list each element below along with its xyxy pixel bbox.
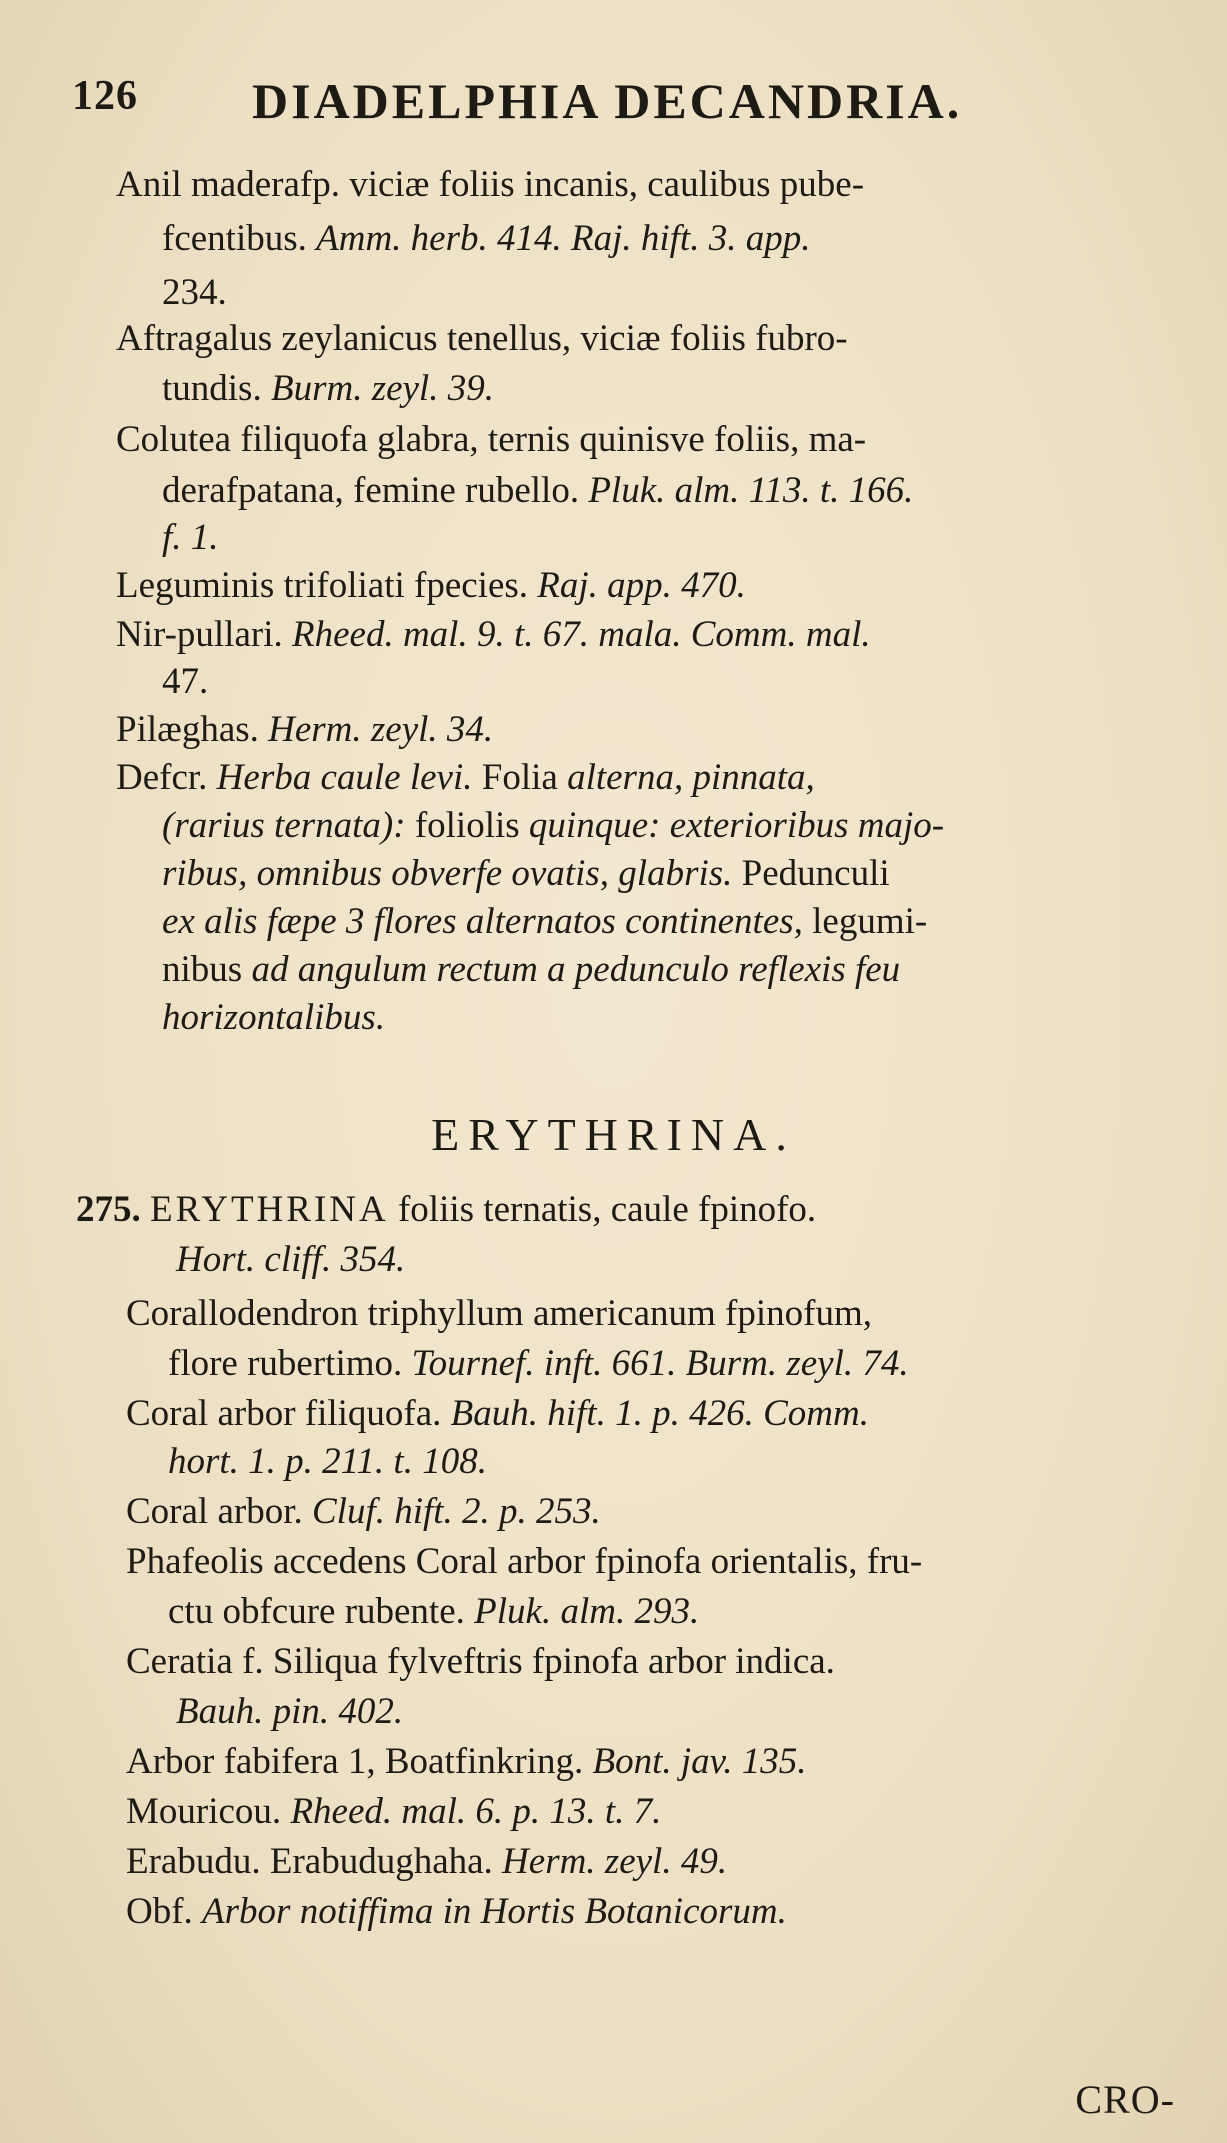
line-text: legumi-: [812, 901, 928, 942]
line-text: Coral arbor.: [126, 1491, 312, 1532]
line-text: Obf.: [126, 1891, 203, 1932]
line-text: flore rubertimo.: [168, 1343, 412, 1384]
text-line: [162, 852, 890, 896]
text-line: [116, 418, 866, 462]
line-text: Defcr.: [116, 757, 217, 798]
citation: Herm. zeyl. 49.: [502, 1841, 728, 1882]
text-line: [162, 900, 927, 944]
page-number: 126: [72, 73, 138, 119]
line-text: Corallodendron triphyllum americanum fpinofum,: [126, 1293, 872, 1334]
citation: Rheed. mal. 6. p. 13. t. 7.: [290, 1791, 662, 1832]
citation: hort. 1. p. 211. t. 108.: [168, 1441, 487, 1482]
line-text: 234.: [162, 272, 227, 313]
text-line: [162, 948, 900, 992]
text-line: [162, 271, 227, 315]
citation: Cluf. hift. 2. p. 253.: [311, 1491, 601, 1532]
citation: Bauh. pin. 402.: [176, 1691, 404, 1732]
text-line: [168, 1342, 909, 1386]
text-line: [126, 1790, 661, 1834]
text-line: [168, 1440, 487, 1484]
line-text: Aftragalus zeylanicus tenellus, viciæ foliis fubro-: [116, 318, 848, 359]
citation: Rheed. mal. 9. t. 67. mala. Comm. mal.: [292, 614, 871, 655]
text-line: [126, 1540, 922, 1584]
running-head: DIADELPHIA DECANDRIA.: [252, 73, 963, 129]
text-line: [116, 317, 848, 361]
text-line: [162, 804, 944, 848]
text-line: [126, 1840, 727, 1884]
text-line: [126, 1640, 835, 1684]
description-italic: Arbor notiffima in Hortis Botanicorum.: [202, 1891, 787, 1932]
line-text: fcentibus.: [162, 218, 317, 259]
text-line: [168, 1590, 699, 1634]
citation: Bauh. hift. 1. p. 426. Comm.: [450, 1393, 869, 1434]
line-text: derafpatana, femine rubello.: [162, 470, 589, 511]
line-text: Leguminis trifoliati fpecies.: [116, 565, 538, 606]
line-text: Anil maderafp. viciæ foliis incanis, caulibus pube-: [116, 164, 865, 205]
text-line: [176, 1690, 403, 1734]
text-line: [162, 217, 810, 261]
catchword: CRO-: [1075, 2077, 1175, 2122]
citation: Herm. zeyl. 34.: [268, 709, 494, 750]
text-line: [162, 660, 208, 704]
citation: Amm. herb. 414. Raj. hift. 3. app.: [316, 218, 811, 259]
line-text: Erabudu. Erabudughaha.: [126, 1841, 503, 1882]
text-line: [126, 1490, 601, 1534]
citation: Burm. zeyl. 39.: [270, 368, 494, 409]
line-text: Mouricou.: [126, 1791, 291, 1832]
description-italic: ribus, omnibus obverfe ovatis, glabris.: [162, 853, 733, 894]
text-line: [116, 708, 493, 752]
page-header: [72, 72, 1152, 132]
text-line: [126, 1740, 807, 1784]
line-text: tundis.: [162, 368, 271, 409]
line-text: foliolis: [414, 805, 529, 846]
species-name: ERYTHRINA: [150, 1189, 389, 1230]
species-diagnosis: foliis ternatis, caule fpinofo.: [388, 1189, 817, 1230]
description-italic: (rarius ternata):: [162, 805, 415, 846]
description-italic: horizontalibus.: [162, 997, 386, 1038]
citation: Hort. cliff. 354.: [176, 1239, 406, 1280]
description-italic: alterna, pinnata,: [567, 757, 815, 798]
section-title: ERYTHRINA.: [431, 1109, 796, 1160]
line-text: Phafeolis accedens Coral arbor fpinofa orientalis, fru-: [126, 1541, 923, 1582]
description-italic: Herba caule levi.: [216, 757, 473, 798]
text-line: [116, 163, 864, 207]
line-text: Folia: [472, 757, 568, 798]
citation: Tournef. inft. 661. Burm. zeyl. 74.: [411, 1343, 909, 1384]
line-text: Pilæghas.: [116, 709, 269, 750]
citation: f. 1.: [162, 517, 219, 558]
text-line: [116, 613, 871, 657]
line-text: nibus: [162, 949, 252, 990]
line-text: Pedunculi: [732, 853, 890, 894]
description-italic: quinque: exterioribus majo-: [528, 805, 945, 846]
line-text: Arbor fabifera 1, Boatfinkring.: [126, 1741, 593, 1782]
line-text: Nir-pullari.: [116, 614, 292, 655]
description-italic: ex alis fæpe 3 flores alternatos continentes,: [162, 901, 813, 942]
species-number: 275.: [76, 1189, 141, 1230]
text-line: [162, 516, 219, 560]
line-text: Colutea filiquofa glabra, ternis quinisve foliis, ma-: [116, 419, 867, 460]
citation: Raj. app. 470.: [537, 565, 746, 606]
text-line: [116, 564, 746, 608]
text-line: [176, 1238, 405, 1282]
line-text: ctu obfcure rubente.: [168, 1591, 475, 1632]
description-italic: ad angulum rectum a pedunculo reflexis feu: [251, 949, 901, 990]
text-line: [116, 756, 815, 800]
citation: Pluk. alm. 293.: [474, 1591, 700, 1632]
text-line: [162, 996, 385, 1040]
text-line: [126, 1292, 872, 1336]
line-text: 47.: [162, 661, 209, 702]
line-text: Ceratia f. Siliqua fylveftris fpinofa arbor indica.: [126, 1641, 835, 1682]
citation: Bont. jav. 135.: [592, 1741, 807, 1782]
species-line: [76, 1188, 816, 1232]
text-line: [162, 469, 913, 513]
text-line: [126, 1392, 869, 1436]
text-line: [162, 367, 494, 411]
citation: Pluk. alm. 113. t. 166.: [588, 470, 914, 511]
text-line: [126, 1890, 787, 1934]
line-text: Coral arbor filiquofa.: [126, 1393, 451, 1434]
